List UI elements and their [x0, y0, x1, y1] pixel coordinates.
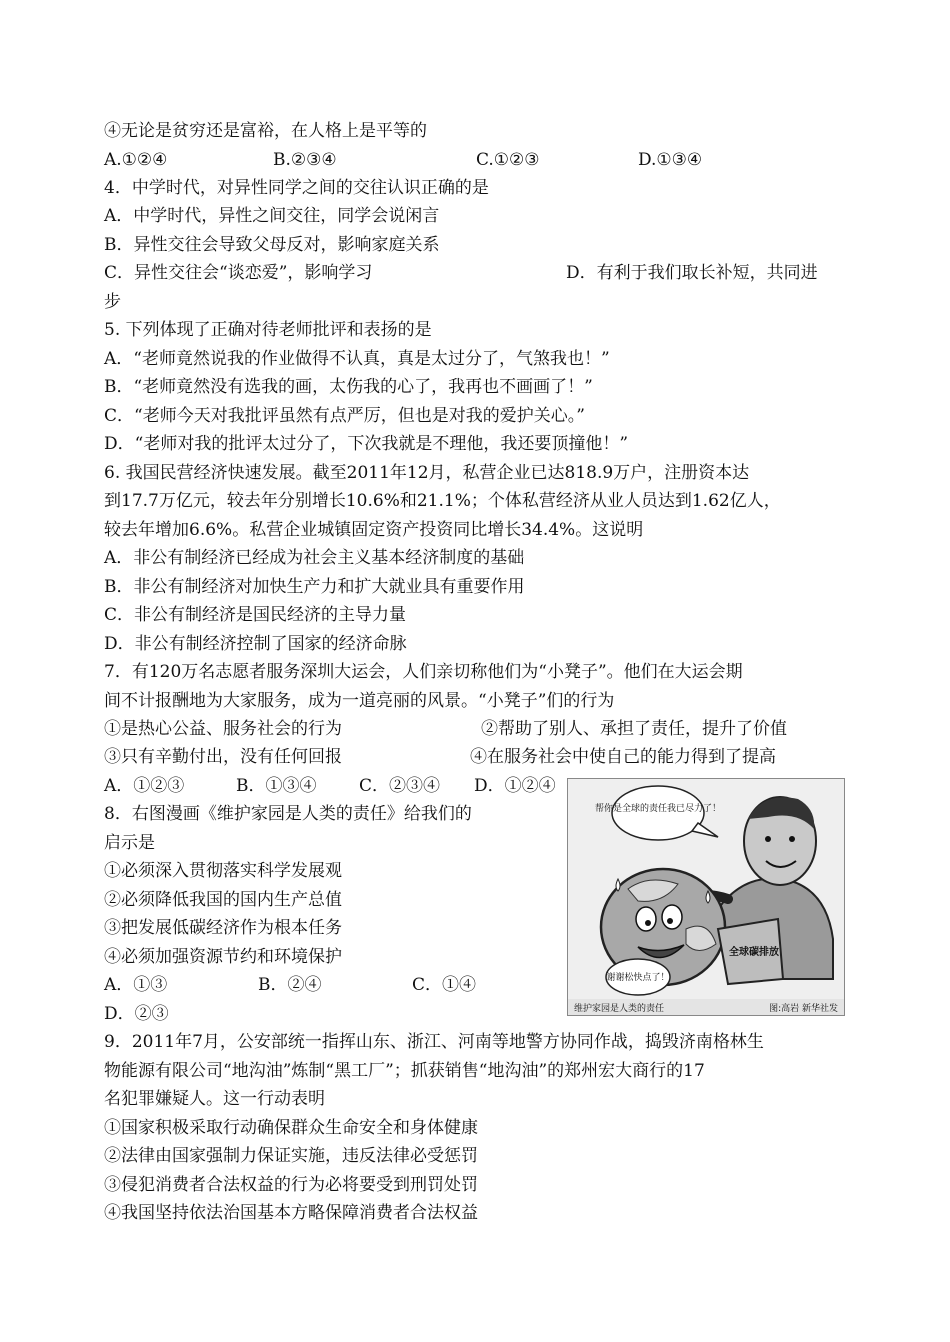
cartoon-bubble-man-text: 帮你是全球的责任我已尽力了！ [594, 804, 722, 814]
q7-stem-line2: 间不计报酬地为大家服务，成为一道亮丽的风景。“小凳子”们的行为 [104, 691, 615, 711]
q9-item3: ③侵犯消费者合法权益的行为必将要受到刑罚处罚 [104, 1175, 478, 1195]
q6-stem-line2: 到17.7万亿元，较去年分别增长10.6%和21.1%；个体私营经济从业人员达到1.62亿人， [104, 491, 781, 511]
q3-option-d: D.①③④ [638, 150, 703, 170]
q4-option-b: B．异性交往会导致父母反对，影响家庭关系 [104, 235, 440, 255]
cartoon-caption-left: 维护家园是人类的责任 [574, 1004, 665, 1014]
q7-item3: ③只有辛勤付出，没有任何回报 [104, 747, 342, 767]
q6-option-b: B．非公有制经济对加快生产力和扩大就业具有重要作用 [104, 577, 525, 597]
q5-stem: 5. 下列体现了正确对待老师批评和表扬的是 [104, 320, 432, 340]
q8-stem-line2: 启示是 [104, 833, 155, 853]
cartoon-illustration [567, 778, 845, 1016]
q3-item4: ④无论是贫穷还是富裕，在人格上是平等的 [104, 121, 427, 141]
q6-option-d: D．非公有制经济控制了国家的经济命脉 [104, 634, 407, 654]
q4-option-c: C．异性交往会“谈恋爱”，影响学习 [104, 263, 373, 283]
q9-stem-line1: 9．2011年7月，公安部统一指挥山东、浙江、河南等地警方协同作战，捣毁济南格林生 [104, 1032, 764, 1052]
q5-option-d: D．“老师对我的批评太过分了，下次我就是不理他，我还要顶撞他！” [104, 434, 629, 454]
q5-option-a: A．“老师竟然说我的作业做得不认真，真是太过分了，气煞我也！” [104, 349, 610, 369]
q9-item2: ②法律由国家强制力保证实施，违反法律必受惩罚 [104, 1146, 478, 1166]
q7-option-a: A．①②③ [104, 776, 185, 796]
cartoon-bubble-man [595, 802, 721, 814]
q8-item2: ②必须降低我国的国内生产总值 [104, 890, 342, 910]
cartoon-sign-text: 全球碳排放 [729, 947, 779, 958]
q8-item3: ③把发展低碳经济作为根本任务 [104, 918, 342, 938]
q7-item2: ②帮助了别人、承担了责任，提升了价值 [481, 719, 787, 739]
q7-option-b: B．①③④ [236, 776, 317, 796]
q4-option-d-cont: 步 [104, 292, 121, 312]
q4-stem: 4．中学时代，对异性同学之间的交往认识正确的是 [104, 178, 489, 198]
q7-item1: ①是热心公益、服务社会的行为 [104, 719, 342, 739]
cartoon-caption-right: 图:高岩 新华社发 [769, 1004, 838, 1014]
q8-item1: ①必须深入贯彻落实科学发展观 [104, 861, 342, 881]
q5-option-c: C．“老师今天对我批评虽然有点严厉，但也是对我的爱护关心。” [104, 406, 585, 426]
q9-item4: ④我国坚持依法治国基本方略保障消费者合法权益 [104, 1203, 478, 1223]
q7-stem-line1: 7．有120万名志愿者服务深圳大运会，人们亲切称他们为“小凳子”。他们在大运会期 [104, 662, 743, 682]
q9-stem-line3: 名犯罪嫌疑人。这一行动表明 [104, 1089, 325, 1109]
q6-option-c: C．非公有制经济是国民经济的主导力量 [104, 605, 407, 625]
q7-item4: ④在服务社会中使自己的能力得到了提高 [470, 747, 776, 767]
q8-option-d: D．②③ [104, 1004, 169, 1024]
q9-item1: ①国家积极采取行动确保群众生命安全和身体健康 [104, 1118, 478, 1138]
q6-stem-line3: 较去年增加6.6%。私营企业城镇固定资产投资同比增长34.4%。这说明 [104, 520, 644, 540]
q7-option-d: D．①②④ [474, 776, 556, 796]
q3-option-c: C.①②③ [476, 150, 540, 170]
q8-option-c: C．①④ [412, 975, 477, 995]
q8-option-b: B．②④ [258, 975, 322, 995]
q6-stem-line1: 6. 我国民营经济快速发展。截至2011年12月，私营企业已达818.9万户，注册资本达 [104, 463, 750, 483]
cartoon-svg [568, 779, 844, 1015]
q8-option-a: A．①③ [104, 975, 168, 995]
q8-item4: ④必须加强资源节约和环境保护 [104, 947, 342, 967]
q3-option-b: B.②③④ [273, 150, 337, 170]
cartoon-bubble-earth-text: 谢谢松快点了！ [606, 973, 670, 983]
q5-option-b: B．“老师竟然没有选我的画，太伤我的心了，我再也不画画了！” [104, 377, 593, 397]
q3-option-a: A.①②④ [104, 150, 168, 170]
q8-stem-line1: 8．右图漫画《维护家园是人类的责任》给我们的 [104, 804, 472, 824]
cartoon-sign [729, 945, 779, 958]
q9-stem-line2: 物能源有限公司“地沟油”炼制“黑工厂”；抓获销售“地沟油”的郑州宏大商行的17 [104, 1061, 705, 1081]
q6-option-a: A．非公有制经济已经成为社会主义基本经济制度的基础 [104, 548, 525, 568]
q4-option-d: D．有利于我们取长补短，共同进 [566, 263, 818, 283]
cartoon-bubble-earth [606, 971, 669, 983]
q4-option-a: A．中学时代，异性之间交往，同学会说闲言 [104, 206, 440, 226]
q7-option-c: C．②③④ [359, 776, 441, 796]
